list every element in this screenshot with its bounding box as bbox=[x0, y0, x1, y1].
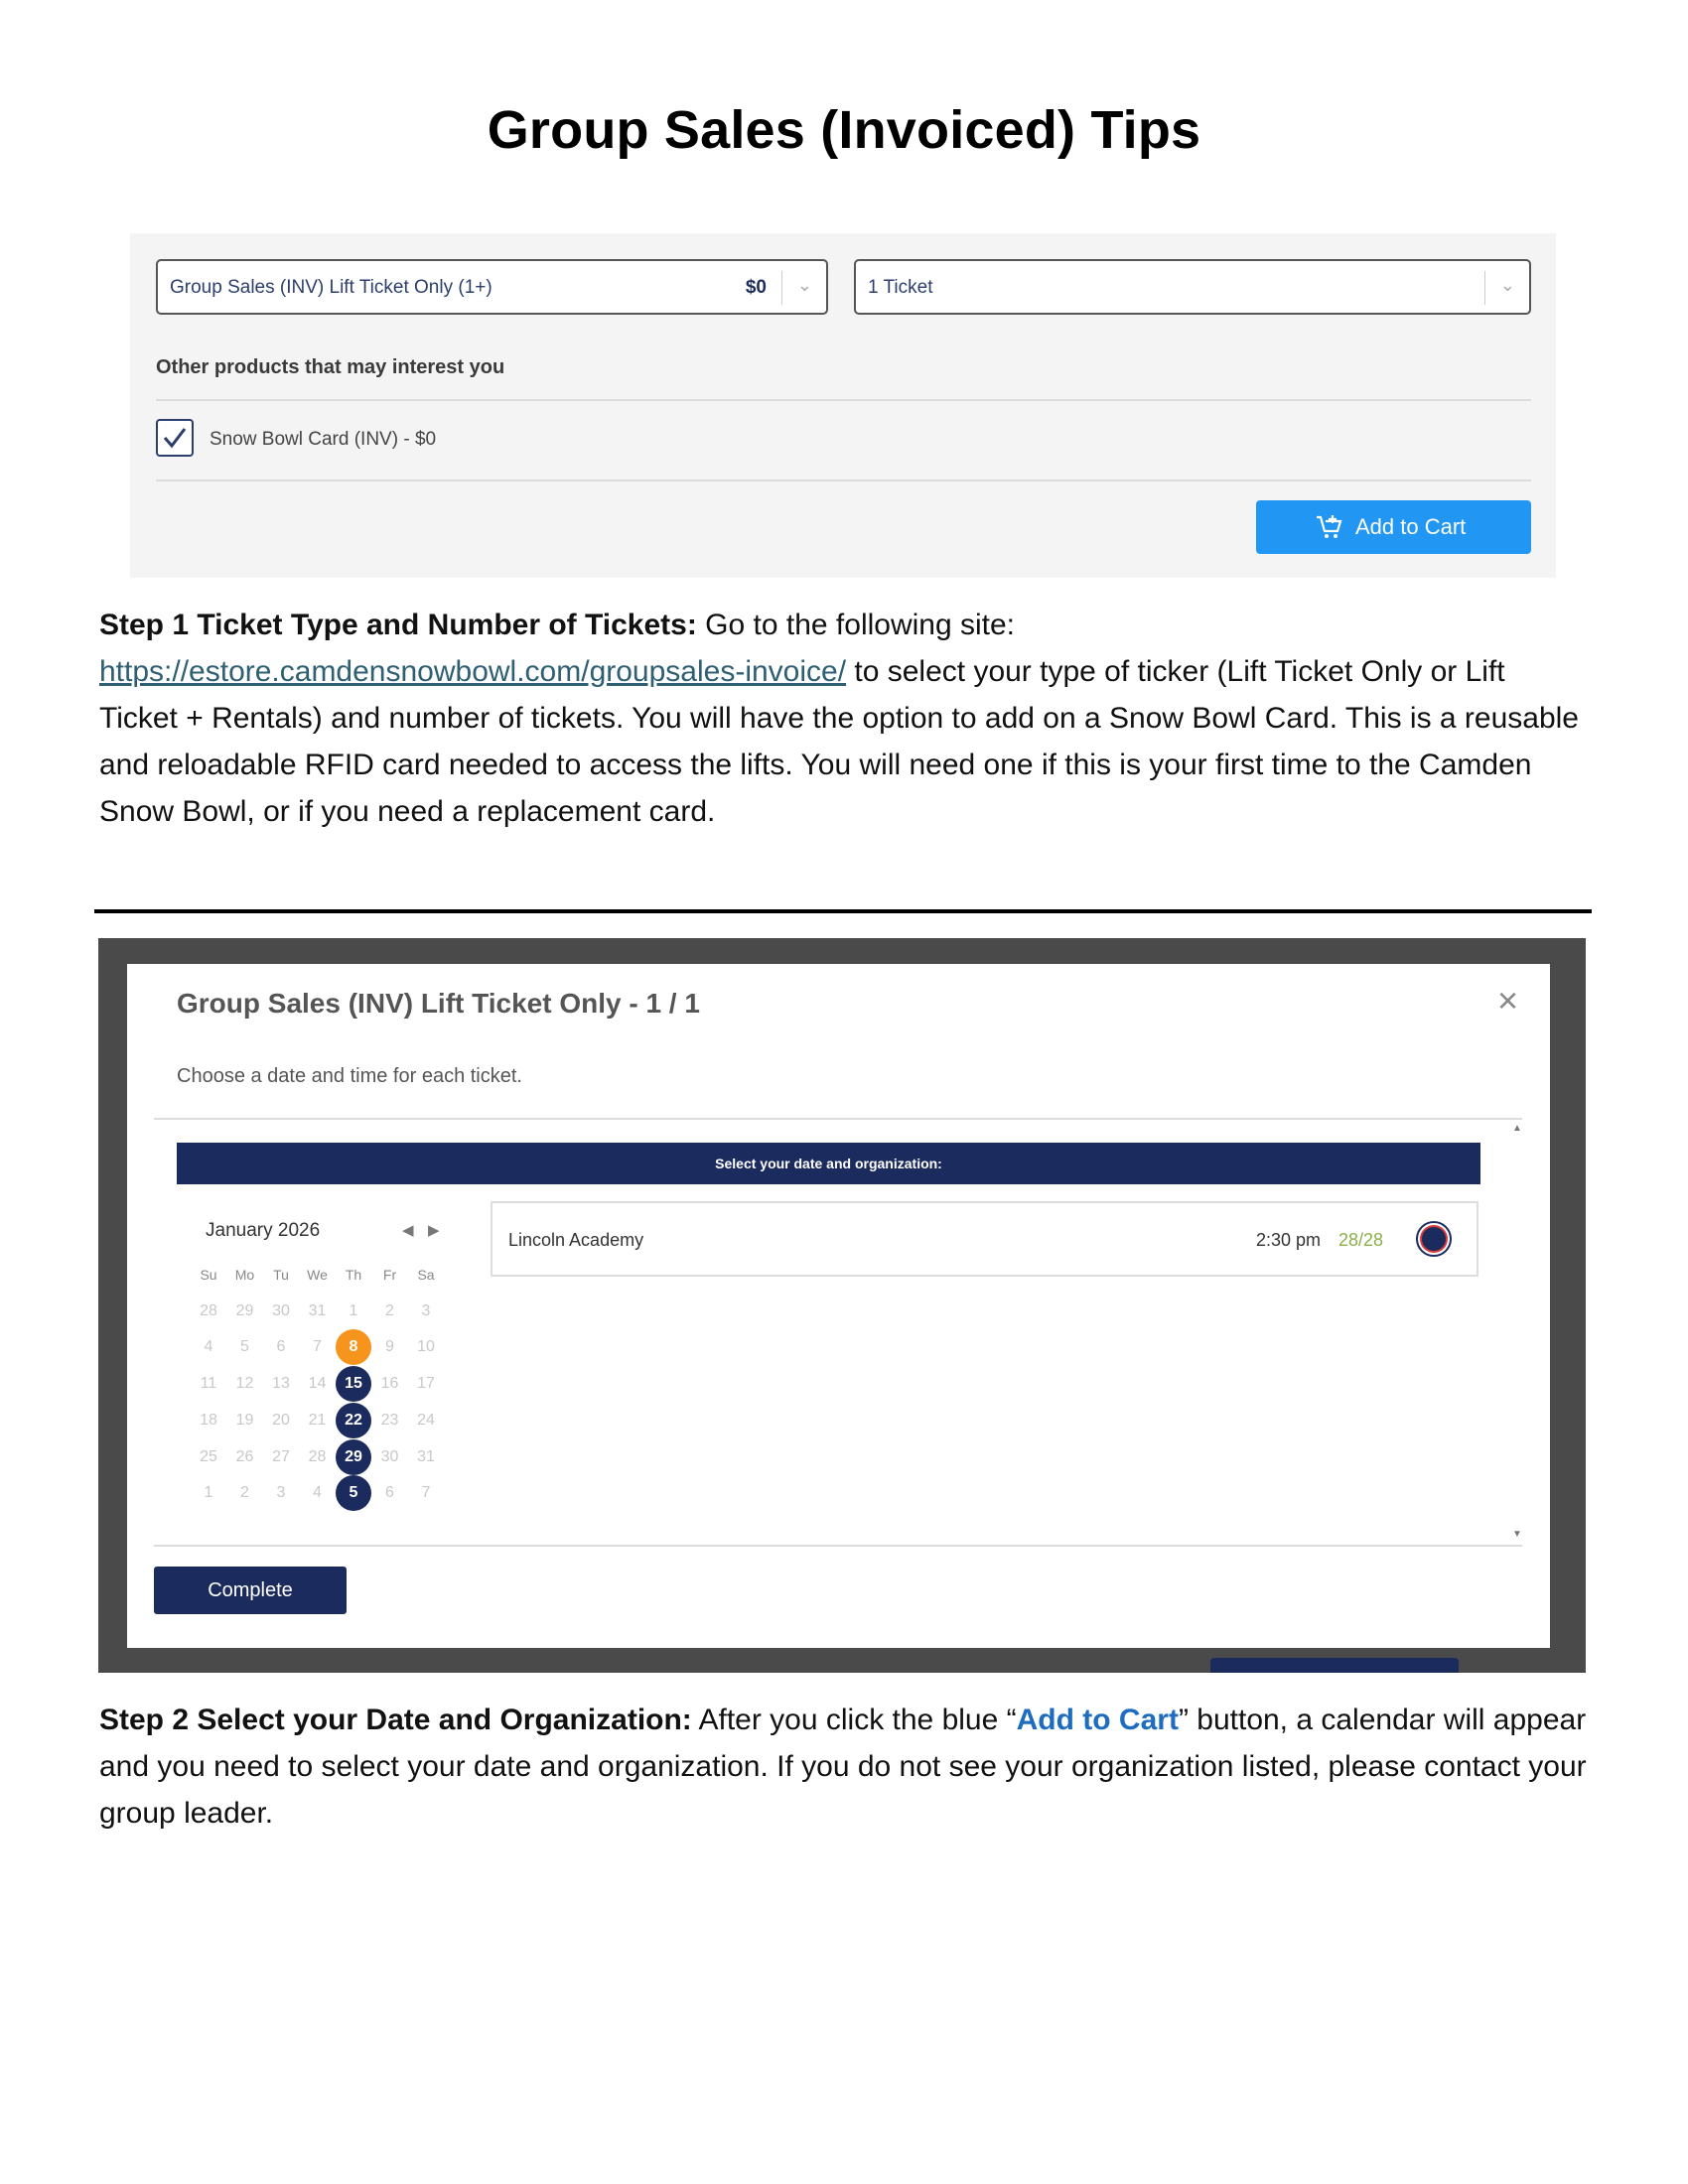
add-to-cart-reference: Add to Cart bbox=[1016, 1704, 1179, 1736]
calendar-day: 11 bbox=[200, 1375, 217, 1393]
scroll-down-icon[interactable]: ▼ bbox=[1512, 1529, 1522, 1540]
calendar-day: 17 bbox=[417, 1375, 435, 1393]
divider bbox=[154, 1118, 1522, 1120]
chevron-down-icon[interactable]: ⌄ bbox=[796, 275, 812, 295]
product-form-screenshot bbox=[130, 233, 1556, 578]
calendar-day: 23 bbox=[380, 1411, 399, 1429]
weekday-label: Su bbox=[200, 1267, 217, 1283]
addon-label: Snow Bowl Card (INV) - $0 bbox=[210, 429, 437, 450]
calendar-day: 31 bbox=[308, 1301, 327, 1319]
divider bbox=[156, 399, 1531, 401]
divider bbox=[154, 1545, 1522, 1547]
organization-name: Lincoln Academy bbox=[508, 1230, 644, 1250]
calendar-day: 30 bbox=[272, 1301, 290, 1319]
select-banner: Select your date and organization: bbox=[177, 1143, 1480, 1184]
scroll-up-icon[interactable]: ▲ bbox=[1512, 1123, 1522, 1134]
close-icon[interactable]: × bbox=[1497, 980, 1519, 1021]
calendar-day: 2 bbox=[240, 1484, 249, 1502]
select-separator bbox=[781, 271, 782, 305]
calendar-day: 10 bbox=[417, 1338, 435, 1356]
add-to-cart-label: Add to Cart bbox=[1355, 514, 1467, 539]
organization-time: 2:30 pm bbox=[1256, 1230, 1322, 1250]
weekday-label: We bbox=[307, 1267, 328, 1283]
background-button bbox=[1210, 1658, 1459, 1673]
step1-intro: Go to the following site: bbox=[696, 609, 1016, 641]
prev-month-icon[interactable]: ◀ bbox=[402, 1222, 414, 1239]
step2-paragraph bbox=[99, 1697, 1589, 1837]
snow-bowl-card-checkbox[interactable] bbox=[156, 419, 194, 457]
cart-plus-icon bbox=[1316, 514, 1343, 540]
calendar-day: 21 bbox=[308, 1411, 327, 1429]
calendar-day: 6 bbox=[276, 1338, 286, 1356]
calendar-day: 24 bbox=[417, 1411, 435, 1429]
calendar-day: 16 bbox=[380, 1375, 399, 1393]
step1-paragraph bbox=[99, 602, 1589, 835]
organization-radio[interactable] bbox=[1416, 1221, 1452, 1257]
calendar-day: 27 bbox=[272, 1447, 290, 1465]
calendar-day-available[interactable]: 22 bbox=[336, 1403, 371, 1438]
product-select-label: Group Sales (INV) Lift Ticket Only (1+) bbox=[170, 277, 492, 298]
weekday-label: Sa bbox=[417, 1267, 435, 1283]
calendar-day: 1 bbox=[204, 1484, 213, 1502]
chevron-down-icon[interactable]: ⌄ bbox=[1499, 275, 1515, 295]
date-modal bbox=[127, 964, 1550, 1648]
calendar-day-available[interactable]: 5 bbox=[336, 1475, 371, 1511]
calendar-day: 19 bbox=[235, 1411, 254, 1429]
calendar-day: 14 bbox=[308, 1375, 327, 1393]
calendar-day: 20 bbox=[272, 1411, 290, 1429]
calendar-day: 7 bbox=[421, 1484, 431, 1502]
calendar-day-available[interactable]: 15 bbox=[336, 1366, 371, 1402]
weekday-label: Fr bbox=[382, 1267, 397, 1283]
select-separator bbox=[1484, 271, 1485, 305]
weekday-label: Th bbox=[345, 1267, 362, 1283]
calendar-day: 9 bbox=[385, 1338, 394, 1356]
section-divider bbox=[94, 909, 1592, 913]
calendar-day-selected[interactable]: 8 bbox=[336, 1329, 371, 1365]
quantity-select-label: 1 Ticket bbox=[868, 277, 933, 298]
radio-selected-dot bbox=[1422, 1227, 1446, 1251]
modal-subtitle: Choose a date and time for each ticket. bbox=[177, 1065, 522, 1087]
organization-row[interactable] bbox=[491, 1201, 1478, 1277]
calendar-day: 26 bbox=[235, 1447, 254, 1465]
page-title: Group Sales (Invoiced) Tips bbox=[487, 100, 1201, 160]
groupsales-link[interactable]: https://estore.camdensnowbowl.com/groupsales-invoice/ bbox=[99, 655, 847, 688]
complete-button[interactable]: Complete bbox=[154, 1567, 347, 1614]
weekday-label: Tu bbox=[273, 1267, 289, 1283]
modal-title: Group Sales (INV) Lift Ticket Only - 1 / 1 bbox=[177, 988, 700, 1019]
calendar-month: January 2026 bbox=[206, 1220, 321, 1241]
calendar-day: 28 bbox=[308, 1447, 327, 1465]
product-price: $0 bbox=[745, 277, 767, 298]
product-select[interactable] bbox=[156, 259, 828, 315]
organization-capacity: 28/28 bbox=[1338, 1230, 1384, 1250]
calendar-day: 12 bbox=[235, 1375, 254, 1393]
calendar-day: 5 bbox=[240, 1338, 249, 1356]
date-modal-screenshot bbox=[98, 938, 1586, 1673]
step2-post: ” button, a calendar will appear and you need to select your date and organization. If you do not see your organization listed, please contact your group leader. bbox=[99, 1704, 1587, 1830]
calendar-day: 28 bbox=[200, 1301, 217, 1319]
calendar-day: 25 bbox=[200, 1447, 217, 1465]
divider bbox=[156, 479, 1531, 481]
calendar-day-available[interactable]: 29 bbox=[336, 1439, 371, 1475]
calendar-day: 4 bbox=[313, 1484, 322, 1502]
calendar-day: 4 bbox=[204, 1338, 213, 1356]
next-month-icon[interactable]: ▶ bbox=[428, 1222, 440, 1239]
weekday-label: Mo bbox=[234, 1267, 255, 1283]
checkmark-icon bbox=[162, 425, 188, 451]
calendar-day: 29 bbox=[235, 1301, 254, 1319]
calendar-day: 13 bbox=[272, 1375, 290, 1393]
calendar-day: 6 bbox=[385, 1484, 394, 1502]
calendar-day: 7 bbox=[313, 1338, 322, 1356]
calendar-day: 31 bbox=[417, 1447, 435, 1465]
calendar-day: 2 bbox=[385, 1301, 394, 1319]
calendar-day: 18 bbox=[200, 1411, 217, 1429]
step1-body: to select your type of ticker (Lift Ticket Only or Lift Ticket + Rentals) and number of tickets. You will have the option to add on a Snow Bowl Card. This is a reusable and reloadable RFID card needed to access the lifts. You will need one if this is your first time to the Camden Snow Bowl, or if you need a replacement card. bbox=[99, 655, 1579, 828]
calendar-day: 30 bbox=[380, 1447, 399, 1465]
step2-pre: After you click the blue “ bbox=[691, 1704, 1017, 1736]
calendar-day: 3 bbox=[421, 1301, 431, 1319]
step2-heading: Step 2 Select your Date and Organization: bbox=[99, 1704, 692, 1736]
step1-heading: Step 1 Ticket Type and Number of Tickets: bbox=[99, 609, 697, 641]
scrollbar[interactable] bbox=[1512, 1123, 1524, 1540]
calendar-day: 3 bbox=[276, 1484, 286, 1502]
calendar-day: 1 bbox=[349, 1301, 358, 1319]
add-to-cart-button[interactable] bbox=[1256, 500, 1531, 554]
other-products-heading: Other products that may interest you bbox=[156, 356, 505, 378]
quantity-select[interactable] bbox=[854, 259, 1531, 315]
